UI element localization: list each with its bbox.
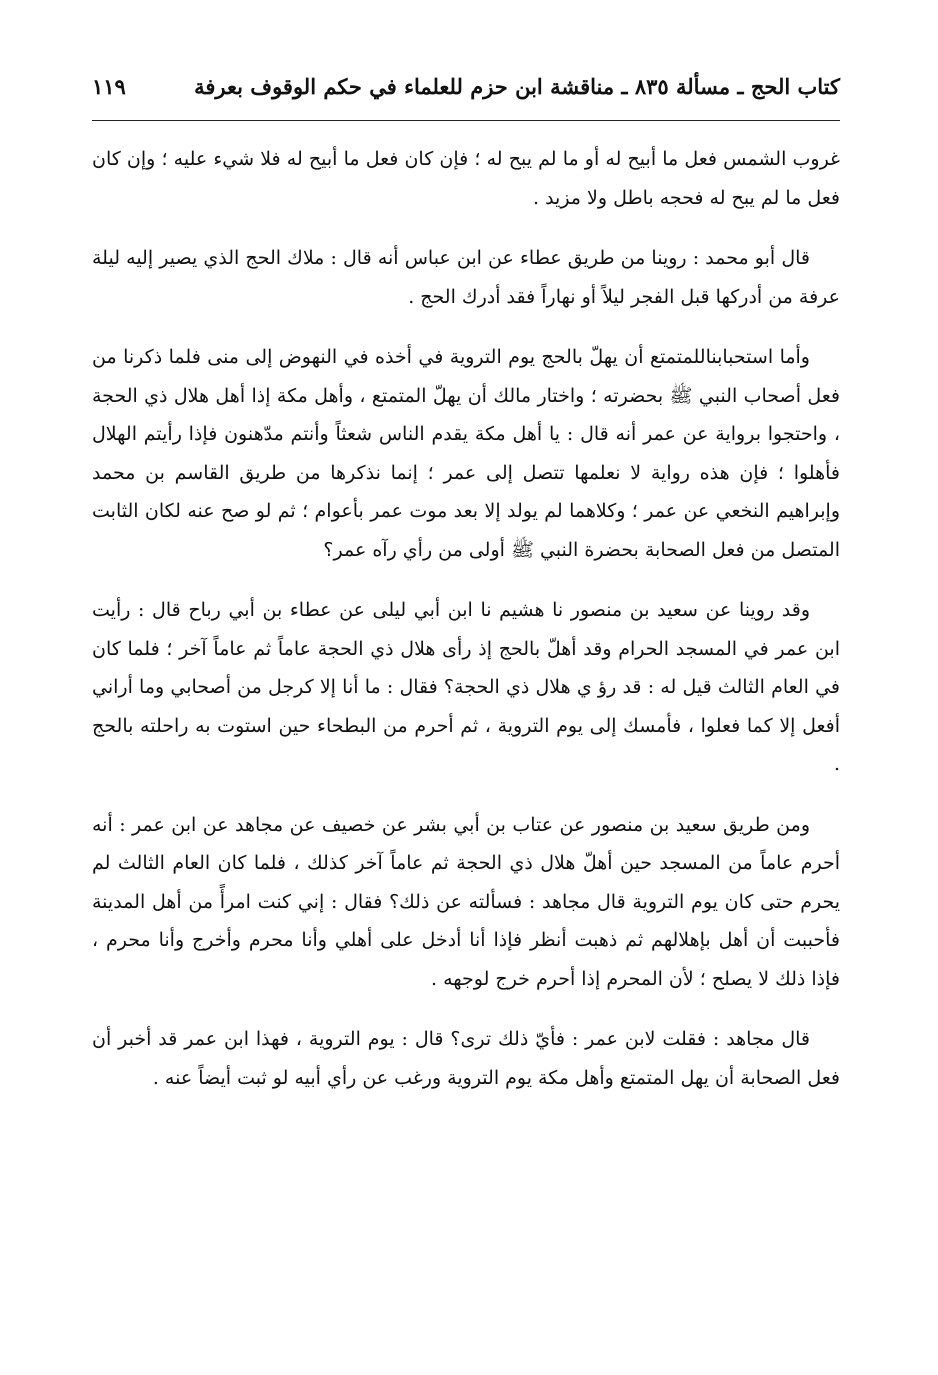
paragraph-mujahid: قال مجاهد : فقلت لابن عمر : فأيّ ذلك ترى؟ قال : يوم التروية ، فهذا ابن عمر قد أخبر أن فعل الصحابة أن يهل المتمتع وأهل مكة يوم التروية ورغب عن رأي أبيه لو ثبت أيضاً عنه .	[92, 1028, 840, 1089]
running-title: كتاب الحج ـ مسألة ٨٣٥ ـ مناقشة ابن حزم للعلماء في حكم الوقوف بعرفة	[194, 74, 840, 99]
page-header	[92, 72, 840, 112]
paragraph-abu-muhammad: قال أبو محمد : روينا من طريق عطاء عن ابن عباس أنه قال : ملاك الحج الذي يصير إليه ليلة عرفة من أدركها قبل الفجر ليلاً أو نهاراً فقد أدرك الحج .	[92, 247, 840, 308]
paragraph-continuation: غروب الشمس فعل ما أبيح له أو ما لم يبح له ؛ فإن كان فعل ما أبيح له فلا شيء عليه ؛ وإن كان فعل ما لم يبح له فحجه باطل ولا مزيد .	[92, 148, 840, 209]
header-divider	[92, 120, 840, 121]
paragraph-said-ibn-mansur: وقد روينا عن سعيد بن منصور نا هشيم نا ابن أبي ليلى عن عطاء بن أبي رباح قال : رأيت ابن عمر في المسجد الحرام وقد أهلّ بالحج إذ رأى هلال ذي الحجة عاماً ثم عاماً آخر ؛ فلما كان في العام الثالث قيل له : قد رؤ ي هلال ذي الحجة؟ فقال : ما أنا إلا كرجل من أصحابي وما أراني أفعل إلا كما فعلوا ، فأمسك إلى يوم التروية ، ثم أحرم من البطحاء حين استوت به راحلته بالحج .	[92, 599, 840, 775]
paragraph-attab-ibn-abi-bishr: ومن طريق سعيد بن منصور عن عتاب بن أبي بشر عن خصيف عن مجاهد عن ابن عمر : أنه أحرم عاماً من المسجد حين أهلّ هلال ذي الحجة ثم عاماً آخر كذلك ، فلما كان العام الثالث لم يحرم حتى كان يوم التروية قال مجاهد : فسألته عن ذلك؟ فقال : إني كنت امرأً من أهل المدينة فأحببت أن أهل بإهلالهم ثم ذهبت أنظر فإذا أنا أدخل على أهلي وأنا محرم وأخرج وأنا محرم ، فإذا ذلك لا يصلح ؛ لأن المحرم إذا أحرم خرج لوجهه .	[92, 813, 840, 990]
page-number: ١١٩	[92, 74, 126, 99]
paragraph-mutamatti: وأما استحبابناللمتمتع أن يهلّ بالحج يوم التروية في أخذه في النهوض إلى منى فلما ذكرنا من فعل أصحاب النبي ﷺ بحضرته ؛ واختار مالك أن يهلّ المتمتع ، وأهل مكة إذا أهل هلال ذي الحجة ، واحتجوا برواية عن عمر أنه قال : يا أهل مكة يقدم الناس شعثاً وأنتم مدّهنون فإذا رأيتم الهلال فأهلوا ؛ فإن هذه رواية لا نعلمها تتصل إلى عمر ؛ إنما نذكرها من طريق القاسم بن محمد وإبراهيم النخعي عن عمر ؛ وكلاهما لم يولد إلا بعد موت عمر بأعوام ؛ ثم لو صح عنه لكان الثابت المتصل من فعل الصحابة بحضرة النبي ﷺ أولى من رأي رآه عمر؟	[92, 346, 840, 561]
page-body	[92, 140, 840, 1119]
